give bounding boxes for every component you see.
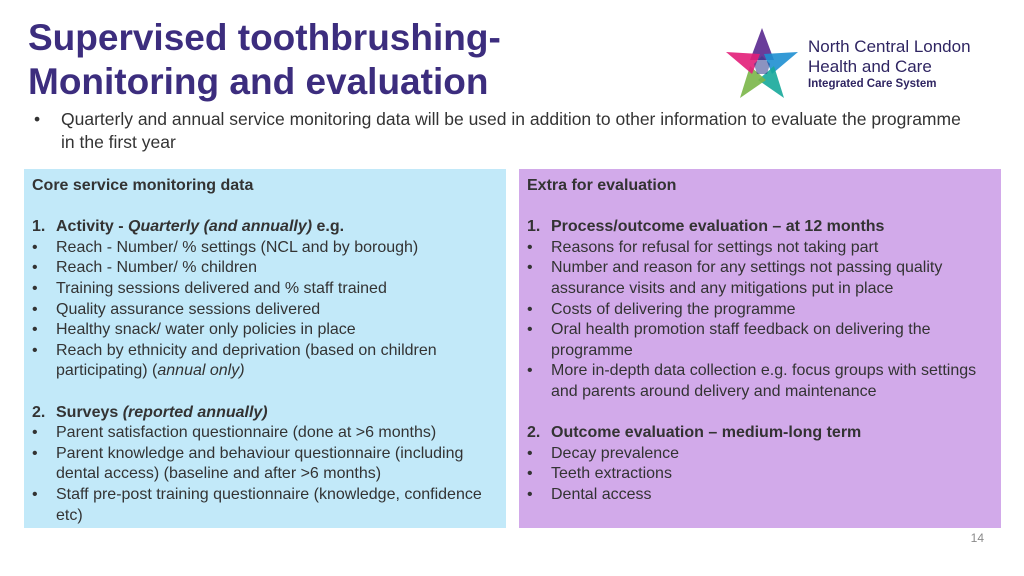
logo-text-line-3: Integrated Care System (808, 78, 937, 90)
panel-heading: Extra for evaluation (527, 177, 677, 194)
list-item: • Parent satisfaction questionnaire (done at >6 months) (32, 424, 437, 442)
star-logo-icon (722, 24, 802, 104)
bullet-marker: • (34, 109, 41, 129)
section-title-italic: (reported annually) (122, 403, 268, 421)
title-line-1: Supervised toothbrushing- (28, 17, 501, 58)
ncl-logo (722, 24, 1002, 104)
section-title: Process/outcome evaluation – at 12 months (551, 218, 885, 236)
section-number: 2. (32, 403, 46, 421)
list-item: • Quality assurance sessions delivered (32, 300, 321, 318)
section-number: 1. (527, 218, 541, 236)
section-title-italic: Quarterly (and annually) (128, 218, 313, 236)
list-item: • Reasons for refusal for settings not taking part (527, 238, 879, 256)
section-number: 2. (527, 424, 541, 442)
list-item: • Number and reason for any settings not passing quality assurance visits and any mitigations put in place (527, 259, 943, 297)
slide-title (28, 16, 668, 104)
list-item: • Teeth extractions (527, 465, 672, 483)
section-title-suffix: e.g. (312, 218, 345, 236)
logo-text-line-2: Health and Care (808, 57, 932, 76)
list-item: • Training sessions delivered and % staff trained (32, 279, 387, 297)
list-item: • Reach - Number/ % settings (NCL and by borough) (32, 238, 419, 256)
list-item: • Dental access (527, 485, 652, 503)
section-title: Outcome evaluation – medium-long term (551, 424, 862, 442)
list-item: • Reach by ethnicity and deprivation (based on children participating) (annual only) (32, 341, 437, 380)
list-item: • Costs of delivering the programme (527, 300, 796, 318)
list-item: • Reach - Number/ % children (32, 259, 257, 277)
core-monitoring-panel (24, 169, 506, 528)
intro-bullet (34, 108, 974, 154)
title-line-2: Monitoring and evaluation (28, 61, 489, 102)
section-title: Surveys (56, 403, 123, 421)
section-number: 1. (32, 218, 46, 236)
evaluation-panel (519, 169, 1001, 528)
section-heading-process-evaluation (527, 217, 991, 238)
list-item: • Parent knowledge and behaviour questionnaire (including dental access) (baseline and after >6 months) (32, 444, 464, 483)
section-heading-activity (32, 217, 496, 238)
section-title: Activity - (56, 218, 129, 236)
list-item: • Healthy snack/ water only policies in place (32, 321, 356, 339)
list-item: • Staff pre-post training questionnaire (knowledge, confidence etc) (32, 485, 482, 524)
list-item: • Oral health promotion staff feedback on delivering the programme (527, 321, 931, 359)
section-heading-surveys (32, 403, 496, 424)
section-heading-outcome-evaluation (527, 423, 991, 444)
page-number: 14 (970, 531, 984, 545)
list-item: • More in-depth data collection e.g. focus groups with settings and parents around delivery and maintenance (527, 362, 977, 400)
intro-text: Quarterly and annual service monitoring data will be used in addition to other information to evaluate the programme in the first year (61, 109, 961, 152)
logo-text-line-1: North Central London (808, 37, 971, 56)
panel-heading: Core service monitoring data (32, 177, 254, 194)
list-item: • Decay prevalence (527, 444, 680, 462)
